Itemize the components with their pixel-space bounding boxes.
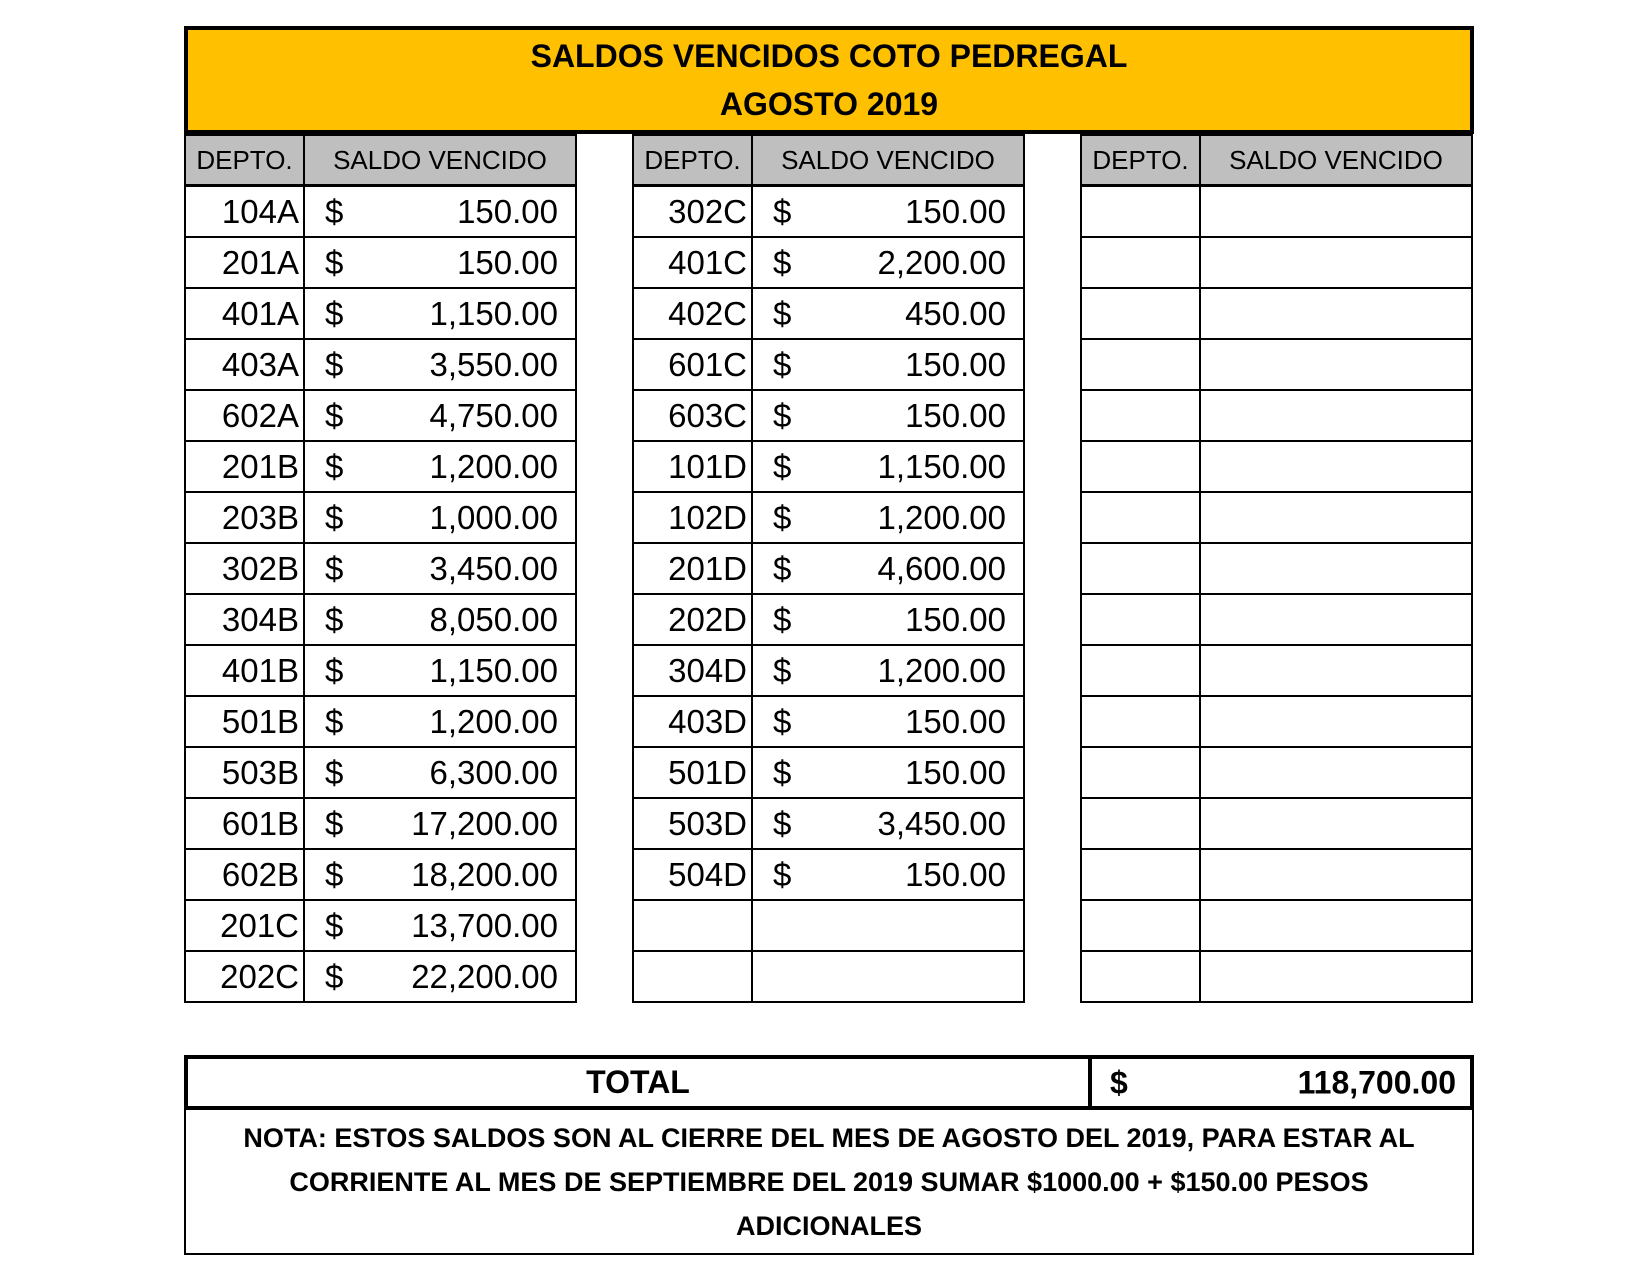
amount-cell <box>752 390 1024 441</box>
currency-symbol: $ <box>325 753 344 791</box>
table-row <box>1081 339 1472 390</box>
dept-cell: 503D <box>633 798 752 849</box>
amount-value: 150.00 <box>905 192 1006 230</box>
dept-cell <box>1081 849 1200 900</box>
table-row <box>1081 900 1472 951</box>
amount-cell <box>304 237 576 288</box>
currency-symbol: $ <box>773 396 792 434</box>
table-row <box>633 900 1024 951</box>
table-row <box>633 798 1024 849</box>
amount-value: 13,700.00 <box>411 906 558 944</box>
amount-cell <box>304 900 576 951</box>
dept-cell <box>1081 900 1200 951</box>
table-row <box>1081 186 1472 238</box>
amount-cell <box>1200 798 1472 849</box>
table-header-row <box>185 135 576 186</box>
amount-value: 1,150.00 <box>429 651 558 689</box>
table-row <box>185 696 576 747</box>
table-header-row <box>633 135 1024 186</box>
dept-cell <box>1081 288 1200 339</box>
currency-symbol: $ <box>325 957 344 995</box>
table-row <box>633 849 1024 900</box>
total-label: TOTAL <box>188 1059 1092 1106</box>
amount-value: 1,200.00 <box>429 702 558 740</box>
total-row <box>184 1055 1474 1110</box>
amount-cell <box>304 492 576 543</box>
amount-cell <box>304 747 576 798</box>
amount-cell <box>304 849 576 900</box>
dept-cell <box>1081 951 1200 1002</box>
currency-symbol: $ <box>325 600 344 638</box>
table-row <box>185 237 576 288</box>
amount-value: 1,000.00 <box>429 498 558 536</box>
table-row <box>1081 849 1472 900</box>
currency-symbol: $ <box>773 243 792 281</box>
amount-value: 1,150.00 <box>877 447 1006 485</box>
dept-cell <box>1081 390 1200 441</box>
amount-value: 150.00 <box>457 192 558 230</box>
dept-cell <box>1081 696 1200 747</box>
amount-cell <box>1200 492 1472 543</box>
table-row <box>633 951 1024 1002</box>
table-row <box>1081 492 1472 543</box>
amount-cell <box>1200 390 1472 441</box>
dept-cell: 304D <box>633 645 752 696</box>
dept-cell: 603C <box>633 390 752 441</box>
currency-symbol: $ <box>325 345 344 383</box>
table-row <box>1081 237 1472 288</box>
amount-cell <box>752 186 1024 238</box>
currency-symbol: $ <box>773 804 792 842</box>
table-row <box>1081 951 1472 1002</box>
dept-cell <box>1081 237 1200 288</box>
dept-cell <box>1081 543 1200 594</box>
amount-value: 2,200.00 <box>877 243 1006 281</box>
table-row <box>633 339 1024 390</box>
amount-cell <box>1200 237 1472 288</box>
amount-cell <box>304 951 576 1002</box>
amount-cell <box>1200 900 1472 951</box>
table-row <box>1081 288 1472 339</box>
amount-value: 150.00 <box>905 396 1006 434</box>
amount-cell <box>304 798 576 849</box>
amount-cell <box>752 441 1024 492</box>
amount-cell <box>752 492 1024 543</box>
dept-header: DEPTO. <box>633 135 752 186</box>
dept-cell <box>1081 339 1200 390</box>
dept-cell <box>1081 441 1200 492</box>
table-row <box>185 798 576 849</box>
currency-symbol: $ <box>773 192 792 230</box>
dept-cell <box>633 951 752 1002</box>
amount-value: 450.00 <box>905 294 1006 332</box>
dept-cell: 202D <box>633 594 752 645</box>
amount-cell <box>752 900 1024 951</box>
table-row <box>185 645 576 696</box>
amount-value: 1,200.00 <box>877 651 1006 689</box>
amount-cell <box>752 849 1024 900</box>
title-line-1: SALDOS VENCIDOS COTO PEDREGAL <box>530 38 1128 74</box>
balance-table-1 <box>184 134 577 1003</box>
table-row <box>633 645 1024 696</box>
table-header-row <box>1081 135 1472 186</box>
table-row <box>1081 441 1472 492</box>
dept-cell: 203B <box>185 492 304 543</box>
amount-cell <box>752 747 1024 798</box>
amount-cell <box>1200 441 1472 492</box>
amount-value: 150.00 <box>905 345 1006 383</box>
dept-cell: 202C <box>185 951 304 1002</box>
table-row <box>185 492 576 543</box>
table-row <box>1081 645 1472 696</box>
dept-cell: 201D <box>633 543 752 594</box>
currency-symbol: $ <box>325 906 344 944</box>
currency-symbol: $ <box>325 702 344 740</box>
table-row <box>633 696 1024 747</box>
table-row <box>185 543 576 594</box>
table-row <box>1081 696 1472 747</box>
dept-header: DEPTO. <box>185 135 304 186</box>
dept-cell: 503B <box>185 747 304 798</box>
dept-cell: 402C <box>633 288 752 339</box>
currency-symbol: $ <box>773 549 792 587</box>
currency-symbol: $ <box>773 702 792 740</box>
amount-cell <box>1200 951 1472 1002</box>
dept-cell <box>1081 645 1200 696</box>
dept-cell <box>1081 492 1200 543</box>
table-row <box>1081 798 1472 849</box>
amount-cell <box>304 645 576 696</box>
dept-header: DEPTO. <box>1081 135 1200 186</box>
currency-symbol: $ <box>773 498 792 536</box>
amount-cell <box>752 288 1024 339</box>
dept-cell: 102D <box>633 492 752 543</box>
table-row <box>633 594 1024 645</box>
table-row <box>1081 543 1472 594</box>
currency-symbol: $ <box>325 192 344 230</box>
dept-cell: 401A <box>185 288 304 339</box>
table-row <box>633 288 1024 339</box>
amount-cell <box>1200 594 1472 645</box>
dept-cell: 401C <box>633 237 752 288</box>
currency-symbol: $ <box>325 447 344 485</box>
dept-cell: 304B <box>185 594 304 645</box>
currency-symbol: $ <box>773 753 792 791</box>
table-row <box>185 441 576 492</box>
dept-cell: 302B <box>185 543 304 594</box>
amount-cell <box>1200 543 1472 594</box>
table-row <box>1081 390 1472 441</box>
amount-value: 3,550.00 <box>429 345 558 383</box>
currency-symbol: $ <box>773 651 792 689</box>
amount-cell <box>304 594 576 645</box>
note-box <box>184 1110 1474 1255</box>
amount-cell <box>752 543 1024 594</box>
table-row <box>633 441 1024 492</box>
dept-cell: 601C <box>633 339 752 390</box>
currency-symbol: $ <box>325 294 344 332</box>
currency-symbol: $ <box>773 447 792 485</box>
dept-cell <box>633 900 752 951</box>
currency-symbol: $ <box>773 855 792 893</box>
table-row <box>185 849 576 900</box>
currency-symbol: $ <box>325 243 344 281</box>
dept-cell: 602A <box>185 390 304 441</box>
balance-table-2 <box>632 134 1025 1003</box>
amount-value: 1,200.00 <box>429 447 558 485</box>
amount-cell <box>304 390 576 441</box>
currency-symbol: $ <box>773 600 792 638</box>
title-line-2: AGOSTO 2019 <box>719 86 939 122</box>
dept-cell: 101D <box>633 441 752 492</box>
currency-symbol: $ <box>325 396 344 434</box>
amount-cell <box>304 186 576 238</box>
amount-value: 150.00 <box>905 702 1006 740</box>
dept-cell: 602B <box>185 849 304 900</box>
dept-cell: 201B <box>185 441 304 492</box>
amount-value: 6,300.00 <box>429 753 558 791</box>
amount-value: 3,450.00 <box>429 549 558 587</box>
table-row <box>185 747 576 798</box>
balance-header: SALDO VENCIDO <box>752 135 1024 186</box>
dept-cell: 504D <box>633 849 752 900</box>
dept-cell <box>1081 186 1200 238</box>
dept-cell: 501B <box>185 696 304 747</box>
table-row <box>633 543 1024 594</box>
amount-cell <box>752 645 1024 696</box>
amount-cell <box>1200 849 1472 900</box>
amount-cell <box>1200 288 1472 339</box>
amount-value: 150.00 <box>905 753 1006 791</box>
amount-value: 22,200.00 <box>411 957 558 995</box>
amount-cell <box>1200 645 1472 696</box>
table-row <box>185 951 576 1002</box>
amount-value: 3,450.00 <box>877 804 1006 842</box>
amount-cell <box>752 339 1024 390</box>
dept-cell: 201A <box>185 237 304 288</box>
dept-cell <box>1081 594 1200 645</box>
dept-cell: 501D <box>633 747 752 798</box>
amount-value: 17,200.00 <box>411 804 558 842</box>
table-row <box>633 747 1024 798</box>
table-row <box>1081 747 1472 798</box>
amount-cell <box>752 696 1024 747</box>
currency-symbol: $ <box>773 294 792 332</box>
amount-cell <box>1200 747 1472 798</box>
table-row <box>633 390 1024 441</box>
table-row <box>185 390 576 441</box>
amount-value: 4,600.00 <box>877 549 1006 587</box>
total-amount-cell <box>1092 1059 1470 1106</box>
amount-cell <box>752 237 1024 288</box>
table-row <box>185 594 576 645</box>
currency-symbol: $ <box>325 855 344 893</box>
amount-value: 18,200.00 <box>411 855 558 893</box>
dept-cell: 302C <box>633 186 752 238</box>
amount-cell <box>1200 186 1472 238</box>
balance-header: SALDO VENCIDO <box>304 135 576 186</box>
total-amount: 118,700.00 <box>1297 1064 1456 1100</box>
dept-cell: 104A <box>185 186 304 238</box>
total-currency: $ <box>1110 1064 1128 1100</box>
dept-cell: 401B <box>185 645 304 696</box>
amount-cell <box>304 339 576 390</box>
dept-cell <box>1081 798 1200 849</box>
amount-cell <box>752 951 1024 1002</box>
table-row <box>633 492 1024 543</box>
balance-header: SALDO VENCIDO <box>1200 135 1472 186</box>
dept-cell: 201C <box>185 900 304 951</box>
amount-value: 150.00 <box>905 855 1006 893</box>
table-row <box>185 288 576 339</box>
table-row <box>1081 594 1472 645</box>
currency-symbol: $ <box>325 498 344 536</box>
amount-cell <box>304 543 576 594</box>
amount-value: 8,050.00 <box>429 600 558 638</box>
amount-cell <box>752 594 1024 645</box>
amount-cell <box>304 441 576 492</box>
amount-value: 1,200.00 <box>877 498 1006 536</box>
amount-cell <box>304 288 576 339</box>
balance-table-3 <box>1080 134 1473 1003</box>
amount-value: 4,750.00 <box>429 396 558 434</box>
dept-cell: 601B <box>185 798 304 849</box>
table-row <box>185 339 576 390</box>
currency-symbol: $ <box>325 651 344 689</box>
table-row <box>185 900 576 951</box>
amount-cell <box>1200 339 1472 390</box>
currency-symbol: $ <box>325 804 344 842</box>
amount-value: 1,150.00 <box>429 294 558 332</box>
dept-cell: 403A <box>185 339 304 390</box>
dept-cell <box>1081 747 1200 798</box>
dept-cell: 403D <box>633 696 752 747</box>
amount-cell <box>752 798 1024 849</box>
currency-symbol: $ <box>773 345 792 383</box>
amount-cell <box>304 696 576 747</box>
amount-value: 150.00 <box>457 243 558 281</box>
amount-value: 150.00 <box>905 600 1006 638</box>
table-row <box>185 186 576 238</box>
title-banner <box>184 26 1474 134</box>
amount-cell <box>1200 696 1472 747</box>
note-text: NOTA: ESTOS SALDOS SON AL CIERRE DEL MES DE AGOSTO DEL 2019, PARA ESTAR AL CORRIENTE AL MES DE SEPTIEMBRE DEL 2019 SUMAR $1000.00 + $150.00 PESOS ADICIONALES <box>243 1122 1415 1241</box>
currency-symbol: $ <box>325 549 344 587</box>
table-row <box>633 237 1024 288</box>
table-row <box>633 186 1024 238</box>
